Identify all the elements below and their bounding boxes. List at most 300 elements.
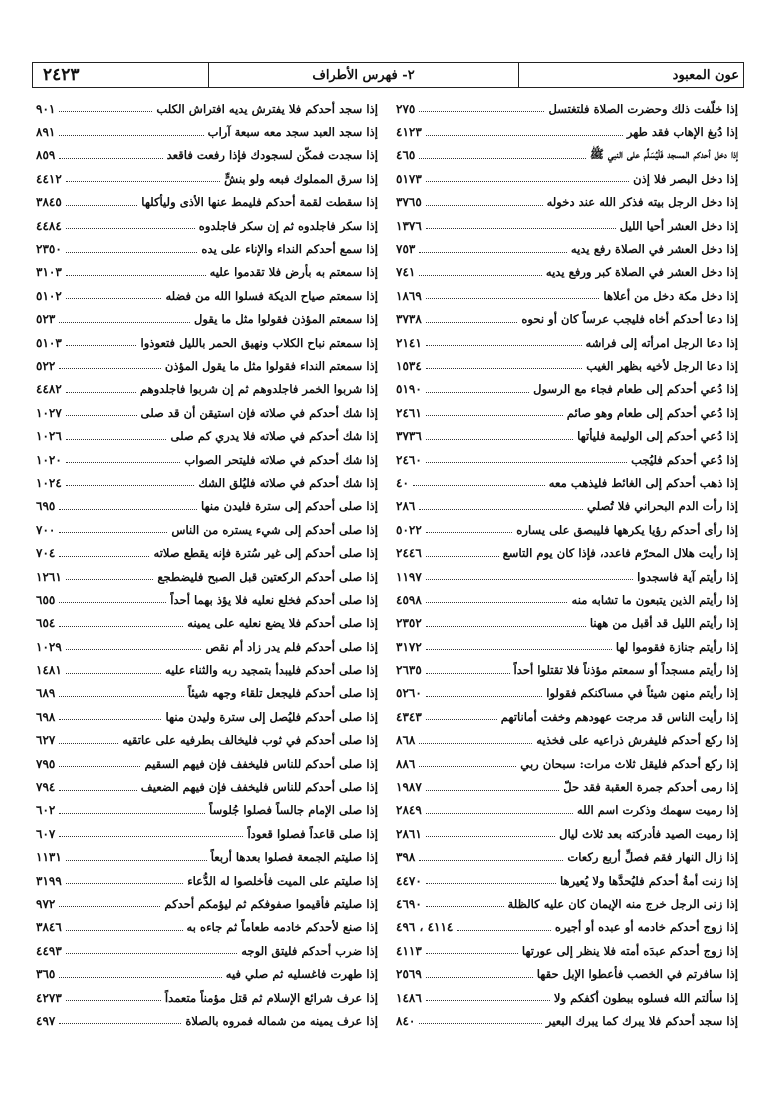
dot-leader xyxy=(419,111,544,112)
entry-reference-number: ٣١٠٣ xyxy=(36,265,62,280)
entry-text: إذا صليتم على الميت فأخلصوا له الدُّعاء xyxy=(187,873,378,888)
dot-leader xyxy=(426,649,612,650)
entry-text: إذا دخل العشر في الصلاة كبر ورفع يديه xyxy=(545,265,738,280)
dot-leader xyxy=(59,719,161,720)
entry-text: إذا دعا الرجل امرأته إلى فراشه xyxy=(585,335,738,350)
entry-text: إذا دخل أحدكم المسجد فَلْيُسَلِّم على النبي ﷺ xyxy=(589,146,738,161)
dot-leader xyxy=(426,135,623,136)
entry-reference-number: ١٤٨١ xyxy=(36,663,62,678)
dot-leader xyxy=(66,415,137,416)
index-entry xyxy=(396,144,738,167)
section-title: ٢- فهرس الأطراف xyxy=(208,63,518,87)
entry-text: إذا دُعي أحدكم إلى طعام وهو صائم xyxy=(566,405,738,420)
dot-leader xyxy=(66,462,181,463)
entry-reference-number: ١٩٨٧ xyxy=(396,780,422,795)
entry-text: إذا سجد العبد سجد معه سبعة آراب xyxy=(207,125,378,140)
index-entry xyxy=(396,518,738,541)
index-entry xyxy=(36,635,378,658)
dot-leader xyxy=(66,673,161,674)
entry-text: إذا زنت أمةُ أحدكم فليُحدَّها ولا يُعيرها xyxy=(559,873,738,888)
index-entry xyxy=(36,448,378,471)
dot-leader xyxy=(426,813,573,814)
index-entry xyxy=(396,167,738,190)
dot-leader xyxy=(59,906,160,907)
index-entry xyxy=(36,822,378,845)
entry-reference-number: ١٤٨٦ xyxy=(396,990,422,1005)
entry-text: إذا رأيتم منهن شيئاً في مساكنكم فقولوا xyxy=(546,686,738,701)
entry-reference-number: ١٠٢٠ xyxy=(36,452,62,467)
entry-reference-number: ١١٩٧ xyxy=(396,569,422,584)
index-entry xyxy=(396,495,738,518)
entry-text: إذا رأيت الناس قد مرجت عهودهم وخفت أماناتهم xyxy=(500,709,738,724)
entry-reference-number: ٩٧٢ xyxy=(36,896,56,911)
index-entry xyxy=(396,635,738,658)
entry-reference-number: ٦٩٥ xyxy=(36,499,56,514)
dot-leader xyxy=(59,696,184,697)
dot-leader xyxy=(426,906,504,907)
entry-reference-number: ١٠٢٦ xyxy=(36,429,62,444)
index-entry xyxy=(396,775,738,798)
dot-leader xyxy=(59,509,197,510)
dot-leader xyxy=(59,368,161,369)
index-entry xyxy=(36,354,378,377)
dot-leader xyxy=(66,252,198,253)
entry-text: إذا صلى أحدكم الركعتين قبل الصبح فليضطجع xyxy=(157,569,378,584)
entry-reference-number: ٦٢٧ xyxy=(36,733,56,748)
entry-text: إذا زنى الرجل خرج منه الإيمان كان عليه كالظلة xyxy=(507,896,738,911)
dot-leader xyxy=(59,158,162,159)
dot-leader xyxy=(59,626,183,627)
index-entry xyxy=(36,916,378,939)
index-entry xyxy=(396,471,738,494)
dot-leader xyxy=(426,556,499,557)
index-entry xyxy=(36,846,378,869)
entry-text: إذا صلى الإمام جالساً فصلوا جُلوساً xyxy=(209,803,378,818)
entry-reference-number: ٤٣٤٣ xyxy=(396,709,422,724)
entry-reference-number: ٣٧٣٦ xyxy=(396,429,422,444)
index-entry xyxy=(396,822,738,845)
entry-reference-number: ٤٥٩٨ xyxy=(396,592,422,607)
dot-leader xyxy=(59,977,221,978)
entry-reference-number: ٥١٠٢ xyxy=(36,288,62,303)
entry-text: إذا سمعتم صياح الديكة فسلوا الله من فضله xyxy=(165,288,378,303)
entry-reference-number: ٤٦٥ xyxy=(396,148,416,163)
entry-text: إذا سرق المملوك فبعه ولو بنشٍّ xyxy=(224,171,378,186)
entry-text: إذا دعا الرجل لأخيه بظهر الغيب xyxy=(586,358,738,373)
entry-reference-number: ٤٢٧٣ xyxy=(36,990,62,1005)
entry-reference-number: ٤٤١٢ xyxy=(36,171,62,186)
entry-text: إذا دُبغ الإهاب فقد طهر xyxy=(626,125,738,140)
dot-leader xyxy=(426,953,518,954)
dot-leader xyxy=(66,345,137,346)
entry-text: إذا زال النهار فقم فصلِّ أربع ركعات xyxy=(567,850,738,865)
dot-leader xyxy=(426,602,568,603)
entry-reference-number: ٧٤١ xyxy=(396,265,416,280)
entry-reference-number: ٤٤٨٤ xyxy=(36,218,62,233)
entry-reference-number: ٢٦٣٥ xyxy=(396,663,422,678)
entry-reference-number: ٧٥٣ xyxy=(396,242,416,257)
dot-leader xyxy=(413,485,545,486)
dot-leader xyxy=(66,930,183,931)
dot-leader xyxy=(457,930,551,931)
index-entry xyxy=(36,495,378,518)
index-entry xyxy=(396,97,738,120)
entry-text: إذا سافرتم في الخصب فأعطوا الإبل حقها xyxy=(536,967,738,982)
dot-leader xyxy=(419,766,516,767)
entry-text: إذا صلى أحدكم للناس فليخفف فإن فيهم السقيم xyxy=(144,756,378,771)
entry-reference-number: ٤٤٨٢ xyxy=(36,382,62,397)
entry-text: إذا صلى أحدكم في ثوب فليخالف بطرفيه على عاتقيه xyxy=(122,733,378,748)
entry-reference-number: ٤٩٧ xyxy=(36,1013,56,1028)
index-entry xyxy=(396,588,738,611)
entry-text: إذا خلّفت ذلك وحضرت الصلاة فلتغتسل xyxy=(548,101,738,116)
entry-reference-number: ١٨٦٩ xyxy=(396,288,422,303)
entry-reference-number: ٨٩١ xyxy=(36,125,56,140)
entry-reference-number: ٧٩٥ xyxy=(36,756,56,771)
dot-leader xyxy=(426,228,616,229)
entry-text: إذا دخل الرجل بيته فذكر الله عند دخوله xyxy=(546,195,738,210)
dot-leader xyxy=(59,790,136,791)
index-entry xyxy=(396,308,738,331)
dot-leader xyxy=(66,1000,161,1001)
entry-reference-number: ٢٨٦١ xyxy=(396,826,422,841)
index-entry xyxy=(396,214,738,237)
entry-reference-number: ٣١٩٩ xyxy=(36,873,62,888)
dot-leader xyxy=(66,649,202,650)
entry-reference-number: ١٢٦١ xyxy=(36,569,62,584)
entry-text: إذا عرف شرائع الإسلام ثم قتل مؤمناً متعمداً xyxy=(164,990,378,1005)
dot-leader xyxy=(426,392,529,393)
index-entry xyxy=(396,120,738,143)
index-entry xyxy=(396,378,738,401)
index-entry xyxy=(396,799,738,822)
entry-text: إذا صلى قاعداً فصلوا قعوداً xyxy=(247,826,378,841)
index-entry xyxy=(36,869,378,892)
index-entry xyxy=(396,191,738,214)
dot-leader xyxy=(426,1000,550,1001)
dot-leader xyxy=(419,158,586,159)
index-entry xyxy=(36,612,378,635)
entry-text: إذا دُعي أحدكم إلى الوليمة فليأتها xyxy=(577,429,738,444)
dot-leader xyxy=(419,1023,541,1024)
entry-text: إذا ركع أحدكم فليفرش ذراعيه على فخذيه xyxy=(536,733,738,748)
dot-leader xyxy=(66,883,183,884)
entry-reference-number: ٥٠٢٢ xyxy=(396,522,422,537)
index-entry xyxy=(396,916,738,939)
entry-reference-number: ٨٤٠ xyxy=(396,1013,416,1028)
dot-leader xyxy=(419,509,583,510)
dot-leader xyxy=(419,860,563,861)
entry-reference-number: ٨٥٩ xyxy=(36,148,56,163)
entry-reference-number: ٦٠٢ xyxy=(36,803,56,818)
dot-leader xyxy=(66,953,237,954)
dot-leader xyxy=(426,626,586,627)
entry-text: إذا صنع لأحدكم خادمه طعاماً ثم جاءه به xyxy=(186,920,378,935)
dot-leader xyxy=(426,673,510,674)
entry-reference-number: ٣٧٦٥ xyxy=(396,195,422,210)
dot-leader xyxy=(426,205,543,206)
entry-text: إذا رميت سهمك وذكرت اسم الله xyxy=(576,803,738,818)
index-entry xyxy=(36,775,378,798)
index-entry xyxy=(36,752,378,775)
entry-text: إذا شربوا الخمر فاجلدوهم ثم إن شربوا فاجلدوهم xyxy=(139,382,378,397)
entry-text: إذا عرف يمينه من شماله فمروه بالصلاة xyxy=(185,1013,378,1028)
index-entry xyxy=(36,308,378,331)
index-entry xyxy=(396,846,738,869)
entry-reference-number: ٥٢٦٠ xyxy=(396,686,422,701)
index-entry xyxy=(36,799,378,822)
index-entry xyxy=(396,237,738,260)
entry-reference-number: ٣٦٥ xyxy=(36,967,56,982)
index-entry xyxy=(396,448,738,471)
dot-leader xyxy=(426,532,512,533)
entry-reference-number: ٤١١٤ ، ٤٩٦ xyxy=(396,920,454,935)
entry-text: إذا رأيتم الليل قد أقبل من ههنا xyxy=(589,616,738,631)
dot-leader xyxy=(426,322,518,323)
dot-leader xyxy=(426,977,533,978)
entry-text: إذا شك أحدكم في صلاته فليُلق الشك xyxy=(198,475,378,490)
entry-text: إذا دخل العشر في الصلاة رفع يديه xyxy=(570,242,738,257)
entry-reference-number: ٢٥٦٩ xyxy=(396,967,422,982)
entry-text: إذا دُعي أحدكم إلى طعام فجاء مع الرسول xyxy=(533,382,738,397)
index-entry xyxy=(396,354,738,377)
entry-text: إذا طهرت فاغسليه ثم صلي فيه xyxy=(225,967,378,982)
entry-text: إذا ذهب أحدكم إلى الغائط فليذهب معه xyxy=(548,475,738,490)
index-entry xyxy=(36,588,378,611)
index-entry xyxy=(36,705,378,728)
index-entry xyxy=(36,1009,378,1032)
index-entry xyxy=(36,424,378,447)
dot-leader xyxy=(66,579,154,580)
index-entry xyxy=(36,939,378,962)
entry-reference-number: ٦٩٨ xyxy=(36,709,56,724)
entry-reference-number: ٦٨٩ xyxy=(36,686,56,701)
dot-leader xyxy=(66,485,195,486)
entry-reference-number: ١٣٧٦ xyxy=(396,218,422,233)
entry-reference-number: ٣٧٣٨ xyxy=(396,312,422,327)
index-entry xyxy=(36,471,378,494)
entry-text: إذا سمعتم به بأرض فلا تقدموا عليه xyxy=(209,265,378,280)
entry-reference-number: ١٠٢٤ xyxy=(36,475,62,490)
dot-leader xyxy=(66,860,207,861)
entry-reference-number: ٢٣٥٢ xyxy=(396,616,422,631)
index-entry xyxy=(36,144,378,167)
entry-text: إذا سجد أحدكم فلا يفترش يديه افتراش الكلب xyxy=(156,101,378,116)
index-entry xyxy=(396,986,738,1009)
entry-text: إذا صلى أحدكم فخلع نعليه فلا يؤذ بهما أحداً xyxy=(170,592,378,607)
entry-reference-number: ١٠٢٩ xyxy=(36,639,62,654)
entry-text: إذا رأيتم مسجداً أو سمعتم مؤذناً فلا تقتلوا أحداً xyxy=(513,663,738,678)
entry-text: إذا صليتم الجمعة فصلوا بعدها أربعاً xyxy=(210,850,378,865)
entry-reference-number: ٥٢٢ xyxy=(36,358,56,373)
book-title: عون المعبود xyxy=(518,63,743,87)
entry-reference-number: ٥١٠٣ xyxy=(36,335,62,350)
page-number: ٢٤٢٣ xyxy=(43,65,80,85)
entry-text: إذا دخل البصر فلا إذن xyxy=(633,171,738,186)
entry-text: إذا زوج أحدكم عبدَه أمته فلا ينظر إلى عورتها xyxy=(521,943,738,958)
entry-reference-number: ٦٥٥ xyxy=(36,592,56,607)
dot-leader xyxy=(66,228,195,229)
entry-text: إذا زوج أحدكم خادمه أو عبده أو أجيره xyxy=(554,920,738,935)
dot-leader xyxy=(426,368,583,369)
entry-reference-number: ٨٨٦ xyxy=(396,756,416,771)
index-entry xyxy=(396,284,738,307)
dot-leader xyxy=(426,790,560,791)
entry-reference-number: ٦٠٧ xyxy=(36,826,56,841)
entry-reference-number: ٣٨٤٥ xyxy=(36,195,62,210)
index-entry xyxy=(396,331,738,354)
index-entry xyxy=(36,682,378,705)
index-entry xyxy=(396,261,738,284)
entry-reference-number: ٥٢٣ xyxy=(36,312,56,327)
entry-reference-number: ٢٤٦٠ xyxy=(396,452,422,467)
index-entry xyxy=(36,378,378,401)
entry-reference-number: ٤٤٩٣ xyxy=(36,943,62,958)
index-entry xyxy=(36,237,378,260)
dot-leader xyxy=(426,696,542,697)
dot-leader xyxy=(426,579,633,580)
index-entry xyxy=(36,331,378,354)
entry-reference-number: ١٠٢٧ xyxy=(36,405,62,420)
entry-reference-number: ٤٠ xyxy=(396,475,409,490)
index-entry xyxy=(396,729,738,752)
entry-text: إذا سكر فاجلدوه ثم إن سكر فاجلدوه xyxy=(198,218,378,233)
entry-reference-number: ٤١٢٣ xyxy=(396,125,422,140)
dot-leader xyxy=(66,205,138,206)
entry-reference-number: ٣٨٤٦ xyxy=(36,920,62,935)
index-entry xyxy=(396,612,738,635)
entry-text: إذا شك أحدكم في صلاته فلا يدري كم صلى xyxy=(170,429,378,444)
entry-text: إذا صلى أحدكم فليُصل إلى سترة وليدن منها xyxy=(165,709,378,724)
index-entry xyxy=(396,869,738,892)
dot-leader xyxy=(66,439,167,440)
index-entry xyxy=(396,658,738,681)
entry-reference-number: ٢٤٦١ xyxy=(396,405,422,420)
entry-text: إذا دخل العشر أحيا الليل xyxy=(619,218,738,233)
index-entry xyxy=(396,962,738,985)
index-entry xyxy=(36,261,378,284)
left-column xyxy=(32,97,388,1099)
entry-text: إذا صليتم فأقيموا صفوفكم ثم ليؤمكم أحدكم xyxy=(164,896,378,911)
dot-leader xyxy=(59,836,243,837)
entry-reference-number: ٢٨٦ xyxy=(396,499,416,514)
entry-text: إذا صلى أحدكم فلم يدر زاد أم نقص xyxy=(205,639,378,654)
right-column xyxy=(388,97,744,1099)
dot-leader xyxy=(426,181,629,182)
entry-reference-number: ٥١٧٣ xyxy=(396,171,422,186)
dot-leader xyxy=(426,439,573,440)
entry-text: إذا رأيتم آية فاسجدوا xyxy=(637,569,738,584)
dot-leader xyxy=(59,813,205,814)
entry-reference-number: ٧٩٤ xyxy=(36,780,56,795)
entry-reference-number: ٤٦٩٠ xyxy=(396,896,422,911)
dot-leader xyxy=(59,766,140,767)
entry-text: إذا رأيت هلال المحرّم فاعدد، فإذا كان يوم التاسع xyxy=(502,546,738,561)
entry-text: إذا صلى أحدكم فلا يضع نعليه على يمينه xyxy=(187,616,378,631)
dot-leader xyxy=(59,602,166,603)
entry-text: إذا صلى أحدكم للناس فليخفف فإن فيهم الضعيف xyxy=(140,780,378,795)
index-entry xyxy=(36,401,378,424)
entry-reference-number: ٧٠٤ xyxy=(36,546,56,561)
index-entry xyxy=(396,752,738,775)
index-entry xyxy=(396,1009,738,1032)
entry-reference-number: ٢٣٥٠ xyxy=(36,242,62,257)
dot-leader xyxy=(59,743,118,744)
entry-text: إذا سقطت لقمة أحدكم فليمط عنها الأذى وليأكلها xyxy=(141,195,378,210)
entry-text: إذا سمعتم النداء فقولوا مثل ما يقول المؤذن xyxy=(164,358,378,373)
page-header xyxy=(32,62,744,88)
index-entry xyxy=(36,541,378,564)
dot-leader xyxy=(59,556,149,557)
dot-leader xyxy=(66,181,220,182)
entry-text: إذا صلى أحدكم إلى غير سُترة فإنه يقطع صلاته xyxy=(153,546,378,561)
entry-text: إذا ضرب أحدكم فليتق الوجه xyxy=(241,943,378,958)
entry-text: إذا رأيتم الذين يتبعون ما تشابه منه xyxy=(571,592,738,607)
index-entry xyxy=(36,565,378,588)
dot-leader xyxy=(419,275,542,276)
index-entry xyxy=(396,939,738,962)
index-entry xyxy=(36,167,378,190)
dot-leader xyxy=(66,275,206,276)
dot-leader xyxy=(426,345,582,346)
entry-text: إذا سمعتم نباح الكلاب ونهيق الحمر بالليل فتعوذوا xyxy=(140,335,378,350)
entry-text: إذا صلى أحدكم إلى سترة فليدن منها xyxy=(200,499,378,514)
index-entry xyxy=(36,658,378,681)
entry-text: إذا رأيتم جنازة فقوموا لها xyxy=(615,639,738,654)
dot-leader xyxy=(66,298,162,299)
dot-leader xyxy=(426,298,600,299)
entry-reference-number: ٤٤٧٠ xyxy=(396,873,422,888)
dot-leader xyxy=(426,719,497,720)
entry-text: إذا سمعتم المؤذن فقولوا مثل ما يقول xyxy=(193,312,378,327)
entry-text: إذا رمى أحدكم جمرة العقبة فقد حلّ xyxy=(563,780,738,795)
entry-reference-number: ٦٥٤ xyxy=(36,616,56,631)
entry-text: إذا سمع أحدكم النداء والإناء على يده xyxy=(201,242,378,257)
index-entry xyxy=(396,892,738,915)
index-entry xyxy=(396,401,738,424)
entry-reference-number: ٣٩٨ xyxy=(396,850,416,865)
entry-text: إذا صلى أحدكم فليبدأ بتمجيد ربه والثناء عليه xyxy=(165,663,378,678)
entry-reference-number: ٣١٧٢ xyxy=(396,639,422,654)
dot-leader xyxy=(59,1023,181,1024)
entry-reference-number: ١٥٣٤ xyxy=(396,358,422,373)
index-entry xyxy=(396,541,738,564)
entry-reference-number: ٢٨٤٩ xyxy=(396,803,422,818)
entry-text: إذا رأت الدم البحراني فلا تُصلي xyxy=(586,499,738,514)
index-entry xyxy=(396,705,738,728)
index-entry xyxy=(36,986,378,1009)
entry-text: إذا سألتم الله فسلوه ببطون أكفكم ولا xyxy=(553,990,738,1005)
index-entry xyxy=(36,284,378,307)
entry-text: إذا ركع أحدكم فليقل ثلاث مرات: سبحان ربي xyxy=(520,756,738,771)
entry-reference-number: ٢٧٥ xyxy=(396,101,416,116)
entry-reference-number: ١١٣١ xyxy=(36,850,62,865)
entry-text: إذا سجد أحدكم فلا يبرك كما يبرك البعير xyxy=(545,1013,738,1028)
index-entry xyxy=(396,565,738,588)
entry-text: إذا دُعي أحدكم فليُجب xyxy=(631,452,738,467)
index-columns xyxy=(32,97,744,1099)
index-entry xyxy=(36,962,378,985)
entry-reference-number: ٨٦٨ xyxy=(396,733,416,748)
dot-leader xyxy=(59,135,203,136)
index-entry xyxy=(36,518,378,541)
entry-text: إذا شك أحدكم في صلاته فليتحر الصواب xyxy=(184,452,378,467)
index-entry xyxy=(36,729,378,752)
entry-text: إذا صلى أحدكم فليجعل تلقاء وجهه شيئاً xyxy=(187,686,378,701)
index-entry xyxy=(396,424,738,447)
entry-text: إذا دعا أحدكم أخاه فليجب عرساً كان أو نحوه xyxy=(521,312,738,327)
entry-text: إذا صلى أحدكم إلى شيء يستره من الناس xyxy=(171,522,378,537)
